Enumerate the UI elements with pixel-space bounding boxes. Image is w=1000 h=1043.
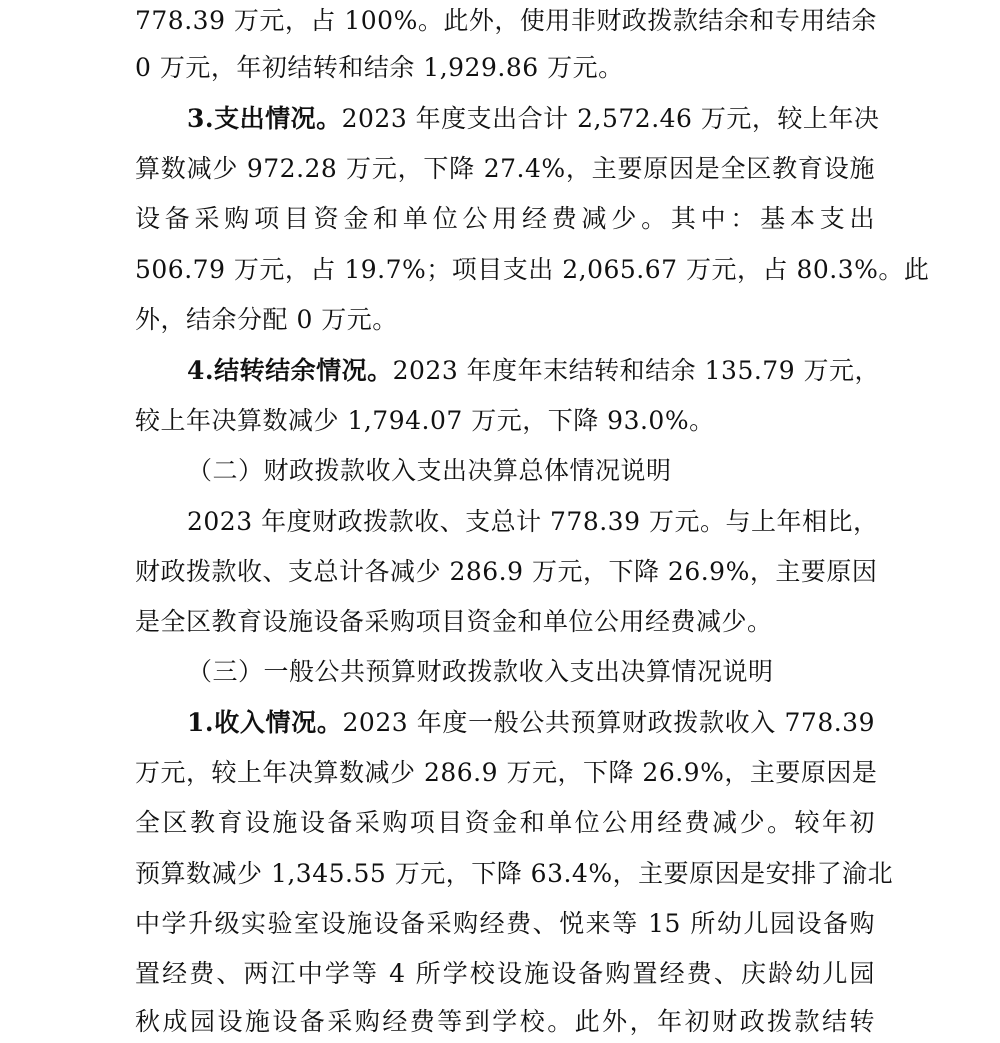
paragraph-carryover <box>187 350 881 392</box>
text-line: 2023 年度年末结转和结余 135.79 万元， <box>392 356 881 385</box>
text-line: 2023 年度一般公共预算财政拨款收入 778.39 <box>342 708 875 737</box>
text-line: 外，结余分配 0 万元。 <box>135 305 398 334</box>
text-line: 是全区教育设施设备采购项目资金和单位公用经费减少。 <box>135 607 773 636</box>
text-line: 506.79 万元，占 19.7%；项目支出 2,065.67 万元，占 80.3%。此 <box>135 255 930 284</box>
text-line: 0 万元，年初结转和结余 1,929.86 万元。 <box>135 53 624 82</box>
text-line: 2023 年度支出合计 2,572.46 万元，较上年决 <box>341 104 880 133</box>
paragraph-income <box>187 702 875 744</box>
text-line: 万元，较上年决算数减少 286.9 万元，下降 26.9%，主要原因是 <box>135 758 878 787</box>
section-lead-carryover: 4.结转结余情况。 <box>187 356 393 385</box>
text-line: 2023 年度财政拨款收、支总计 778.39 万元。与上年相比， <box>187 507 879 536</box>
text-line: 预算数减少 1,345.55 万元，下降 63.4%，主要原因是安排了渝北 <box>135 859 894 888</box>
section-heading-financial-appropriation: （二）财政拨款收入支出决算总体情况说明 <box>187 456 672 485</box>
text-line: 全区教育设施设备采购项目资金和单位公用经费减少。较年初 <box>135 808 875 837</box>
text-line: 778.39 万元，占 100%。此外，使用非财政拨款结余和专用结余 <box>135 6 877 35</box>
section-lead-expenditure: 3.支出情况。 <box>187 104 342 133</box>
text-line: 中学升级实验室设施设备采购经费、悦来等 15 所幼儿园设备购 <box>135 909 875 938</box>
text-line: 设备采购项目资金和单位公用经费减少。其中：基本支出 <box>135 204 875 233</box>
text-line: 财政拨款收、支总计各减少 286.9 万元，下降 26.9%，主要原因 <box>135 557 878 586</box>
paragraph-expenditure <box>187 98 880 140</box>
text-line: 算数减少 972.28 万元，下降 27.4%，主要原因是全区教育设施 <box>135 154 875 183</box>
section-lead-income: 1.收入情况。 <box>187 708 343 737</box>
section-heading-general-public-budget: （三）一般公共预算财政拨款收入支出决算情况说明 <box>187 657 774 686</box>
text-line: 秋成园设施设备采购经费等到学校。此外，年初财政拨款结转 <box>135 1007 875 1036</box>
text-line: 置经费、两江中学等 4 所学校设施设备购置经费、庆龄幼儿园 <box>135 959 875 988</box>
text-line: 较上年决算数减少 1,794.07 万元，下降 93.0%。 <box>135 406 715 435</box>
